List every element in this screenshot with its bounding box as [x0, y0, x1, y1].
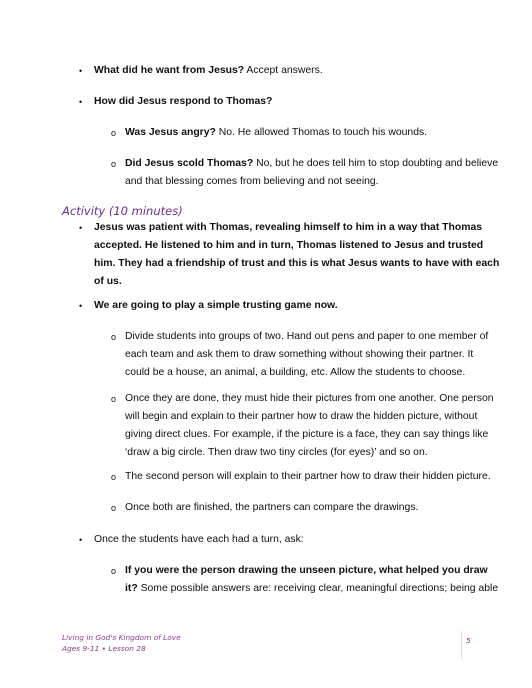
question-scold-line2: and that blessing comes from believing and not seeing. — [125, 176, 379, 187]
paragraph-line: of us. — [94, 276, 122, 287]
instruction-line: each team and ask them to draw something without showing their partner. It — [125, 349, 474, 360]
instruction-line: giving direct clues. For example, if the picture is a face, they can say things like — [125, 429, 489, 440]
sub-bullet: o — [111, 503, 117, 513]
question-scold: Did Jesus scold Thomas? No, but he does tell him to stop doubting and believe — [125, 158, 499, 169]
bullet: • — [79, 535, 83, 545]
footer-divider — [461, 631, 462, 659]
instruction-line: will begin and explain to their partner how to draw the hidden picture, without — [125, 411, 478, 422]
instruction-line: Once both are finished, the partners can compare the drawings. — [125, 502, 419, 513]
sub-bullet: o — [111, 472, 117, 482]
paragraph-line: Jesus was patient with Thomas, revealing himself to him in a way that Thomas — [94, 222, 483, 233]
instruction-line: ‘draw a big circle. Then draw two tiny circles (for eyes)’ and so on. — [125, 447, 428, 458]
instruction-line: The second person will explain to their partner how to draw their hidden picture. — [125, 471, 491, 482]
question-angry: Was Jesus angry? No. He allowed Thomas to touch his wounds. — [125, 127, 428, 138]
page-number: 5 — [466, 636, 471, 645]
question-unseen-line2: it? Some possible answers are: receiving clear, meaningful directions; being able — [125, 583, 499, 594]
bullet: • — [79, 66, 83, 76]
question-unseen: If you were the person drawing the unseen picture, what helped you draw — [125, 565, 488, 576]
game-intro: We are going to play a simple trusting game now. — [94, 300, 338, 311]
sub-bullet: o — [111, 332, 117, 342]
instruction-line: Divide students into groups of two. Hand out pens and paper to one member of — [125, 331, 489, 342]
sub-bullet: o — [111, 128, 117, 138]
activity-heading: Activity (10 minutes) — [62, 204, 183, 218]
question-respond: How did Jesus respond to Thomas? — [94, 96, 273, 107]
sub-bullet: o — [111, 566, 117, 576]
footer-subtitle: Ages 9-11 • Lesson 28 — [62, 644, 146, 653]
bullet: • — [79, 223, 83, 233]
footer-title: Living in God's Kingdom of Love — [62, 633, 181, 642]
bullet: • — [79, 97, 83, 107]
ask-prompt: Once the students have each had a turn, ask: — [94, 534, 304, 545]
instruction-line: could be a house, an animal, a building, etc. Allow the students to choose. — [125, 367, 466, 378]
sub-bullet: o — [111, 394, 117, 404]
instruction-line: Once they are done, they must hide their pictures from one another. One person — [125, 393, 494, 404]
question-want: What did he want from Jesus? Accept answers. — [94, 65, 323, 76]
bullet: • — [79, 301, 83, 311]
paragraph-line: him. They had a friendship of trust and this is what Jesus wants to have with each — [94, 258, 500, 269]
paragraph-line: accepted. He listened to him and in turn, Thomas listened to Jesus and trusted — [94, 240, 484, 251]
sub-bullet: o — [111, 159, 117, 169]
